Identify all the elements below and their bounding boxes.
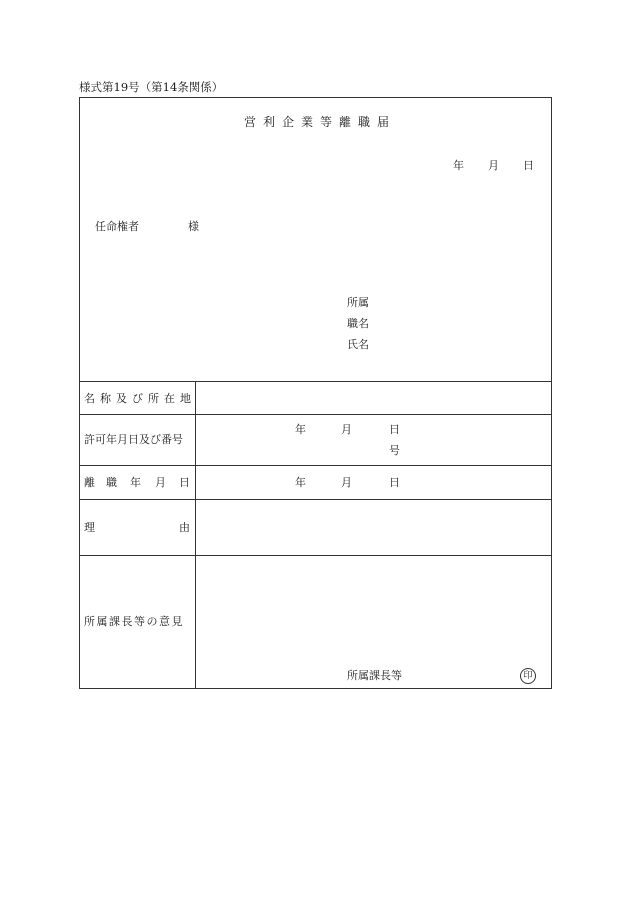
row-divider bbox=[79, 465, 552, 466]
permit-year: 年 bbox=[295, 423, 306, 436]
addressee-honorific: 様 bbox=[188, 220, 199, 233]
resignation-day: 日 bbox=[389, 476, 400, 489]
permit-day: 日 bbox=[389, 423, 400, 436]
row-divider bbox=[79, 414, 552, 415]
resignation-label-1: 離 bbox=[84, 476, 95, 489]
form-title: 営利企業等離職届 bbox=[244, 115, 397, 129]
date-year: 年 bbox=[453, 159, 464, 172]
date-day: 日 bbox=[523, 159, 534, 172]
form-number: 様式第19号（第14条関係） bbox=[79, 80, 224, 94]
permit-number: 号 bbox=[389, 444, 400, 457]
resignation-label-2: 職 bbox=[106, 476, 117, 489]
applicant-affiliation: 所属 bbox=[347, 296, 369, 309]
applicant-position: 職名 bbox=[347, 317, 369, 330]
resignation-year: 年 bbox=[295, 476, 306, 489]
reason-label-2: 由 bbox=[179, 521, 190, 534]
resignation-label-3: 年 bbox=[130, 476, 141, 489]
reason-label-1: 理 bbox=[84, 521, 95, 534]
applicant-name: 氏名 bbox=[347, 338, 369, 351]
permit-label: 許可年月日及び番号 bbox=[84, 433, 183, 446]
seal-mark: 印 bbox=[520, 668, 536, 684]
resignation-label-5: 日 bbox=[179, 476, 190, 489]
row-divider bbox=[79, 555, 552, 556]
resignation-label-4: 月 bbox=[155, 476, 166, 489]
date-month: 月 bbox=[488, 159, 499, 172]
opinion-signer: 所属課長等 bbox=[347, 669, 402, 682]
resignation-month: 月 bbox=[341, 476, 352, 489]
label-column-divider bbox=[195, 381, 196, 689]
row-divider bbox=[79, 499, 552, 500]
opinion-label: 所属課長等の意見 bbox=[84, 615, 184, 628]
permit-month: 月 bbox=[341, 423, 352, 436]
company-label: 名称及び所在地 bbox=[84, 392, 196, 405]
row-divider bbox=[79, 381, 552, 382]
addressee-label: 任命権者 bbox=[95, 220, 139, 233]
